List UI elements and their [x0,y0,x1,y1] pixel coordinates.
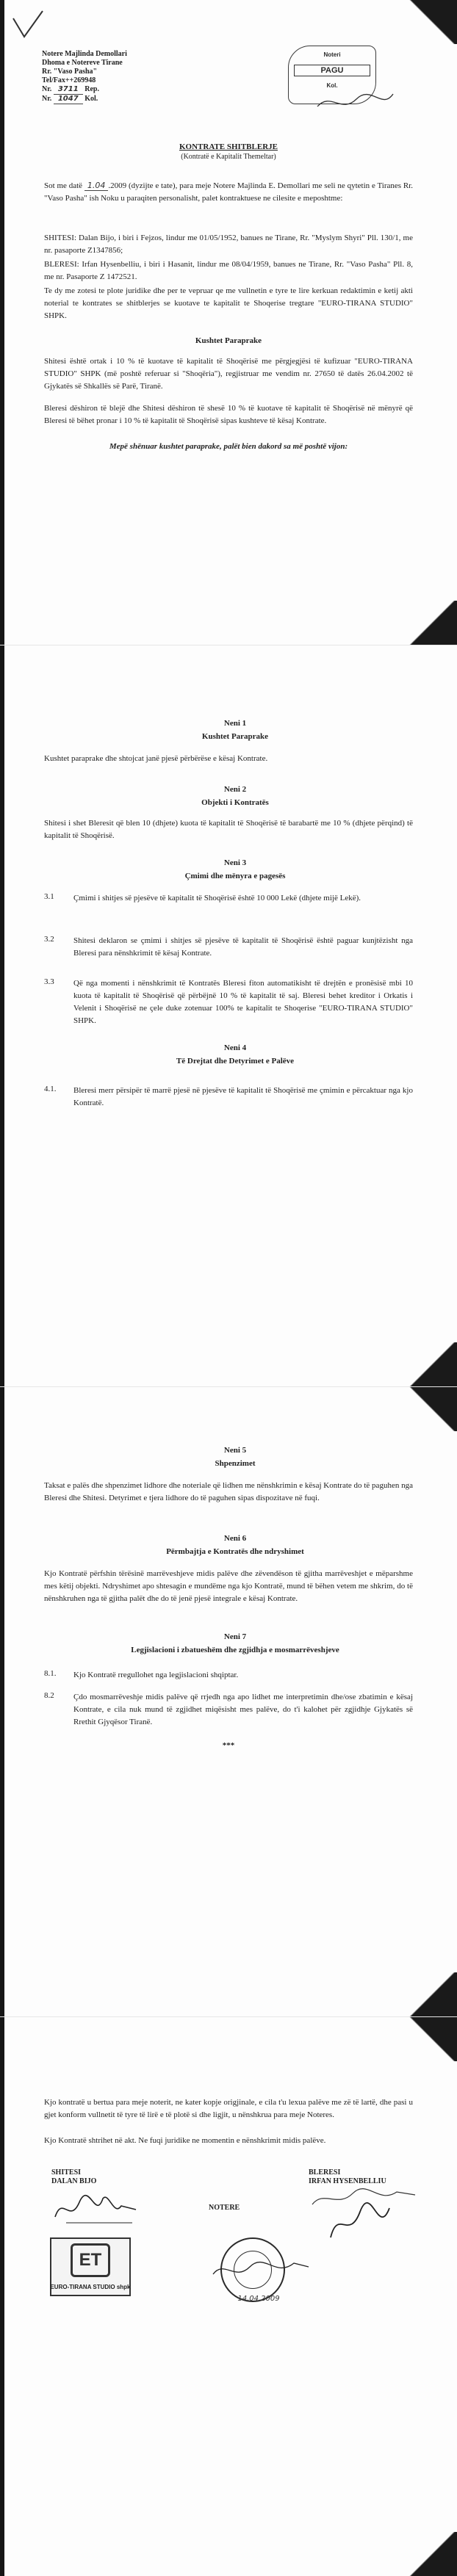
prelim-paragraph-2: Bleresi dëshiron të blejë dhe Shitesi dëshiron të shesë 10 % të kuotave të kapitalit të Shoqërisë në mënyrë që Bleresi të bëhet pronar i 10 % të kapitalit të Shoqërisë sipas kushteve të kësaj Kontrate. [44,404,413,425]
article-2-title: Objekti i Kontratës [201,798,269,807]
article-2-number: Neni 2 [223,785,247,794]
seller-paragraph: SHITESI: Dalan Bijo, i biri i Fejzos, lindur me 01/05/1952, banues ne Tirane, Rr. "Myslym Shyri" Pll. 130/1, me nr. pasaporte Z1347856; [44,234,413,255]
article-6-text: Kjo Kontratë përfshin tërësinë marrëveshjeve midis palëve dhe zëvendëson të gjitha marrëveshjet e mëparshme mes këtij objekti. Ndryshimet apo shtesagin e mundëme nga kjo Kontratë, mund të bëhen vetem me shkrim, do të nënshkruhen nga të gjitha palët dhe do të jenë pjesë integrale e kësaj Kontrate. [44,1569,413,1603]
company-logo: ET [71,2243,110,2277]
clause-8-2-text: Çdo mosmarrëveshje midis palëve që rrjedh nga apo lidhet me interpretimin dhe/ose zbatimin e kësaj Kontrate, e cila nuk mund të zgjidhet miqësisht mes palëve, do t'i kalohet për zgjidhje Gjykatës së Rrethit Gjyqësor Tiranë. [73,1693,413,1726]
notary-signature [206,2252,316,2289]
contract-subtitle: (Kontratë e Kapitalit Themeltar) [181,153,276,161]
seller-signature [51,2188,140,2232]
article-5-title: Shpenzimet [215,1459,256,1468]
clause-3-1-text: Çmimi i shitjes së pjesëve të kapitalit të Shoqërisë është 10 000 Lekë (dhjete mijë Lekë). [73,894,361,902]
page-1 [0,0,457,645]
clause-3-2-number: 3.2 [44,935,54,944]
clause-3-1-number: 3.1 [44,892,54,901]
notary-kol-line: Nr. 1047 Kol. [42,95,98,103]
article-4-number: Neni 4 [223,1043,247,1052]
buyer-signature [309,2186,419,2245]
clause-4-1-number: 4.1. [44,1085,57,1093]
stamp-label-bottom: Kol. [326,82,338,89]
scan-edge [0,2017,4,2576]
article-7-number: Neni 7 [223,1632,247,1641]
notary-header [42,50,127,104]
capacity-paragraph: Te dy me zotesi te plote juridike dhe per te vepruar qe me vullnetin e tyre te lire kerkuan redaktimin e ketij akti noterial te kontrates se shitblerjes se kuotave te kapitalit te Shoqerise tregtare "EURO-TIRANA STUDIO" SHPK. [44,286,413,320]
article-3-number: Neni 3 [223,858,247,867]
notary-street: Rr. "Vaso Pasha" [42,68,98,76]
article-5-text: Taksat e palës dhe shpenzimet lidhore dhe noteriale që lidhen me nënshkrimin e kësaj Kontrate do të paguhen nga Bleresi dhe Shitesi. Detyrimet e tjera lidhore do të paguhen sipas dispozitave në fuqi. [44,1481,413,1502]
clause-3-3-number: 3.3 [44,977,54,986]
stamp-signature [316,88,397,117]
clause-3-2-text: Shitesi deklaron se çmimi i shitjes së pjesëve të kapitalit të Shoqërisë është paguar kunjtëzisht nga Bleresi para nënshkrimit të kësaj Kontrate. [73,936,413,958]
buyer-name: IRFAN HYSENBELLIU [309,2177,386,2185]
scan-shadow [406,0,457,44]
checkmark-icon [6,7,50,51]
section-end-marker: *** [222,1741,235,1750]
scan-shadow [406,1972,457,2016]
notary-sign-date: 14.04.2009 [237,2295,280,2303]
buyer-paragraph: BLERESI: Irfan Hysenbelliu, i biri i Hasanit, lindur me 08/04/1959, banues ne Tirane, Rr. "Vaso Pasha" Pll. 8, me nr. Pasaporte Z 1472521. [44,260,413,281]
scan-shadow [406,2017,457,2061]
contract-title: KONTRATE SHITBLERJE [179,142,278,151]
article-6-number: Neni 6 [223,1534,247,1543]
clause-8-2-number: 8.2 [44,1691,54,1700]
article-2-text: Shitesi i shet Bleresit që blen 10 (dhjete) kuota të kapitalit të Shoqërisë të barabartë me 10 % (dhjete përqind) të kapitalit të Shoqërisë. [44,819,413,840]
prelim-paragraph-1: Shitesi është ortak i 10 % të kuotave të kapitalit të Shoqërisë me përgjegjësi të kufizuar "EURO-TIRANA STUDIO" SHPK (më poshtë referuar si "Shoqëria"), regjistruar me vendim nr. 27650 të datës 26.04.2002 të Gjykatës së Shkallës së Parë, Tiranë. [44,357,413,391]
clause-3-3-text: Që nga momenti i nënshkrimit të Kontratës Bleresi fiton automatikisht të drejtën e pronësisë mbi 10 kuota të kapitalit të Shoqërisë që përbëjnë 10 % të kapitalit të saj. Bleresi behet kreditor i Orkatis i Velenit i Shoqërisë ne çele duke zotenuar 100% te kapitalit te Shoqerise "EURO-TIRANA STUDIO" SHPK. [73,979,413,1025]
prelim-heading: Kushtet Paraprake [195,336,262,345]
scan-shadow [406,1342,457,1386]
buyer-label: BLERESI [309,2168,341,2177]
notary-phone: Tel/Fax++269948 [42,76,96,84]
notary-label: NOTERE [209,2204,240,2212]
page-2 [0,645,457,1386]
scan-edge [0,1387,4,2016]
page-3 [0,1386,457,2016]
seller-label: SHITESI [51,2168,82,2177]
closing-paragraph: Kjo kontratë u bertua para meje noterit, ne kater kopje origjinale, e cila t'u lexua palëve me zë të lartë, dhe pasi u gjet konform vullnetit të tyre të lirë e të plotë si dhe ligjit, u nënshkrua para meje Noteres. [44,2098,413,2119]
article-3-title: Çmimi dhe mënyra e pagesës [184,872,286,880]
intro-paragraph: Sot me datë 1.04 .2009 (dyzijte e tate), para meje Notere Majlinda E. Demollari me seli ne qytetin e Tiranes Rr. "Vaso Pasha" ish Noku u paraqiten personalisht, palet kontraktuese ne cilesite e meposhtme: [44,181,414,203]
article-7-title: Legjislacioni i zbatueshëm dhe zgjidhja e mosmarrëveshjeve [131,1646,339,1654]
notary-rep-line: Nr. 3711 Rep. [42,85,99,93]
scan-edge [0,645,4,1386]
clause-4-1-text: Bleresi merr përsipër të marrë pjesë në pjesëve të kapitalit të Shoqërisë me çmimin e përcaktuar nga kjo Kontratë. [73,1086,413,1107]
scan-shadow [406,2532,457,2576]
clause-8-1-text: Kjo Kontratë rregullohet nga legjislacioni shqiptar. [73,1671,239,1679]
closing-paragraph-2: Kjo Kontratë shtrihet në akt. Ne fuqi juridike ne momentin e nënshkrimit midis palëve. [44,2136,326,2145]
article-1-text: Kushtet paraprake dhe shtojcat janë pjesë përbërëse e kësaj Kontrate. [44,754,268,763]
scan-shadow [406,1387,457,1431]
article-5-number: Neni 5 [223,1446,247,1455]
notary-chamber: Dhoma e Notereve Tirane [42,59,123,67]
article-4-title: Të Drejtat dhe Detyrimet e Palëve [176,1057,295,1066]
scan-shadow [406,601,457,645]
article-6-title: Përmbajtja e Kontratës dhe ndryshimet [166,1547,304,1556]
stamp-label-mid: PAGU [294,65,370,76]
company-caption: EURO-TIRANA STUDIO shpk [50,2284,131,2290]
scan-edge [0,0,4,645]
seller-name: DALAN BIJO [51,2177,97,2185]
article-1-title: Kushtet Paraprake [201,732,269,741]
article-1-number: Neni 1 [223,719,247,728]
prelim-conclusion: Mepë shënuar kushtet paraprake, palët bien dakord sa më poshtë vijon: [109,442,348,451]
clause-8-1-number: 8.1. [44,1669,57,1678]
notary-name: Notere Majlinda Demollari [42,50,127,58]
stamp-label-top: Noteri [323,51,341,58]
page-4 [0,2016,457,2576]
